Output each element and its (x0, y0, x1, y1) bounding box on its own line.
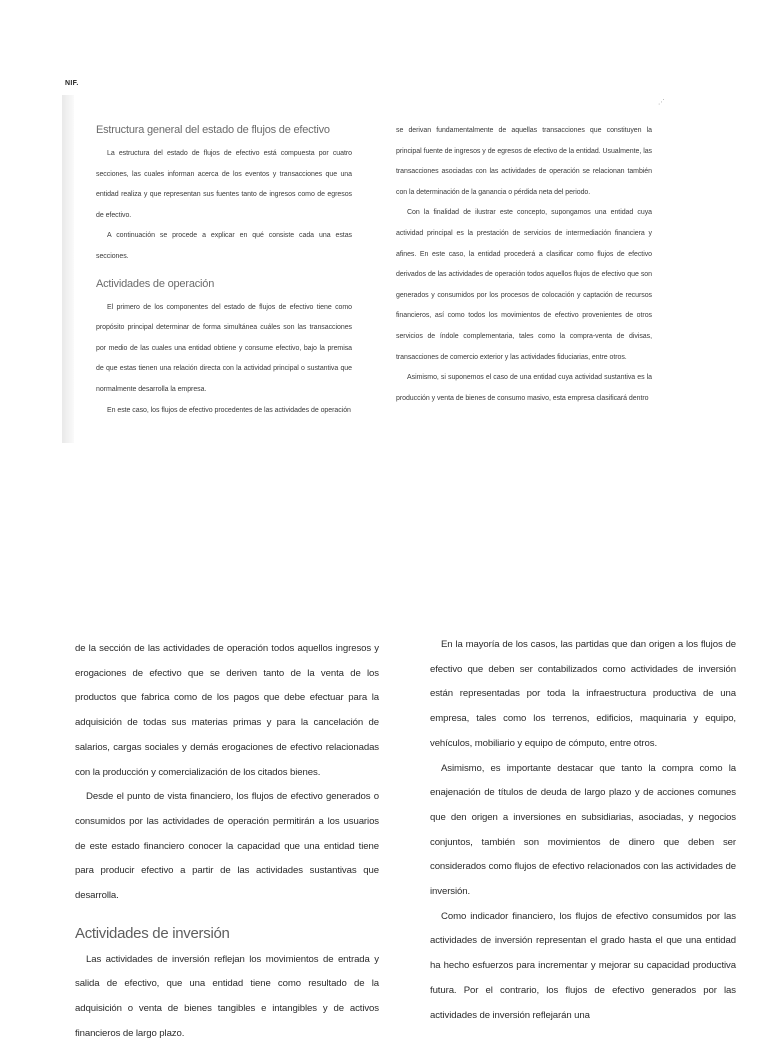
paragraph: El primero de los componentes del estado de flujos de efectivo tiene como propósito principal determinar de forma simultánea cuáles son las transacciones por medio de las cuales una entidad obtiene y consume efectivo, bajo la premisa de que estas tienen una relación directa con la actividad principal o sustantiva que normalmente desarrolla la empresa. (96, 303, 352, 393)
scan-artifact-icon: ⋰ (658, 99, 665, 106)
section-heading-operation: Actividades de operación (96, 277, 215, 290)
paragraph: En la mayoría de los casos, las partidas que dan origen a los flujos de efectivo que deben ser contabilizados como actividades de inversión están representadas por toda la infraestructura productiva de una empresa, tales como los terrenos, edificios, maquinaria y equipo, vehículos, mobiliario y equipo de cómputo, entre otros. (430, 639, 736, 749)
paragraph: de la sección de las actividades de operación todos aquellos ingresos y erogaciones de efectivo que se deriven tanto de la venta de los productos que fabrica como de los pagos que debe efectuar para la adquisición de todas sus materias primas y para la cancelación de salarios, cargas sociales y demás erogaciones de efectivo relacionadas con la producción y comercialización de los citados bienes. (75, 643, 379, 778)
paragraph: A continuación se procede a explicar en qué consiste cada una estas secciones. (96, 232, 352, 260)
section-heading-structure: Estructura general del estado de flujos de efectivo (96, 124, 330, 136)
paragraph: Como indicador financiero, los flujos de efectivo consumidos por las actividades de inversión representan el grado hasta el que una entidad ha hecho esfuerzos para incrementar y mejorar su capacidad productiva futura. Por el contrario, los flujos de efectivo generados por las actividades de inversión reflejarán una (430, 910, 736, 1021)
header-tag: NIF. (65, 80, 79, 87)
top-left-column (96, 124, 352, 421)
bottom-left-column (75, 637, 379, 1047)
bottom-right-column (430, 633, 736, 1028)
top-right-column (396, 121, 652, 409)
paragraph: En este caso, los flujos de efectivo procedentes de las actividades de operación (107, 406, 351, 414)
paragraph: Desde el punto de vista financiero, los flujos de efectivo generados o consumidos por las actividades de operación permitirán a los usuarios de este estado financiero conocer la capacidad que una entidad tiene para producir efectivo a partir de las actividades sustantivas que desarrolla. (75, 791, 379, 902)
paragraph: Con la finalidad de ilustrar este concepto, supongamos una entidad cuya actividad principal es la prestación de servicios de intermediación financiera y afines. En este caso, la entidad procederá a clasificar como flujos de efectivo derivados de las actividades de operación todos aquellos flujos de efectivo que son generados y consumidos por los procesos de colocación y captación de recursos financieros, así como todos los movimientos de efectivo provenientes de otros servicios de índole complementaria, tales como la compra-venta de divisas, transacciones de comercio exterior y las actividades fiduciarias, entre otros. (396, 209, 652, 361)
paragraph: Las actividades de inversión reflejan los movimientos de entrada y salida de efectivo, que una entidad tiene como resultado de la adquisición o venta de bienes tangibles e intangibles y de activos financieros de largo plazo. (75, 953, 379, 1039)
paragraph: Asimismo, es importante destacar que tanto la compra como la enajenación de títulos de deuda de largo plazo y de acciones comunes que den origen a inversiones en subsidiarias, asociadas, y negocios conjuntos, también son movimientos de dinero que deben ser considerados como flujos de efectivo relacionados con las actividades de inversión. (430, 762, 736, 898)
paragraph: La estructura del estado de flujos de efectivo está compuesta por cuatro secciones, las cuales informan acerca de los eventos y transacciones que una entidad realiza y que representan sus fuentes tanto de ingresos como de egresos de efectivo. (96, 150, 352, 219)
paragraph: se derivan fundamentalmente de aquellas transacciones que constituyen la principal fuente de ingresos y de egresos de efectivo de la entidad. Usualmente, las transacciones asociadas con las actividades de operación se relacionan también con la determinación de la ganancia o pérdida neta del periodo. (396, 127, 652, 196)
paragraph: Asimismo, si suponemos el caso de una entidad cuya actividad sustantiva es la producción y venta de bienes de consumo masivo, esta empresa clasificará dentro (396, 374, 652, 402)
section-heading-investment: Actividades de inversión (75, 924, 230, 942)
page-edge-shadow (62, 95, 74, 443)
